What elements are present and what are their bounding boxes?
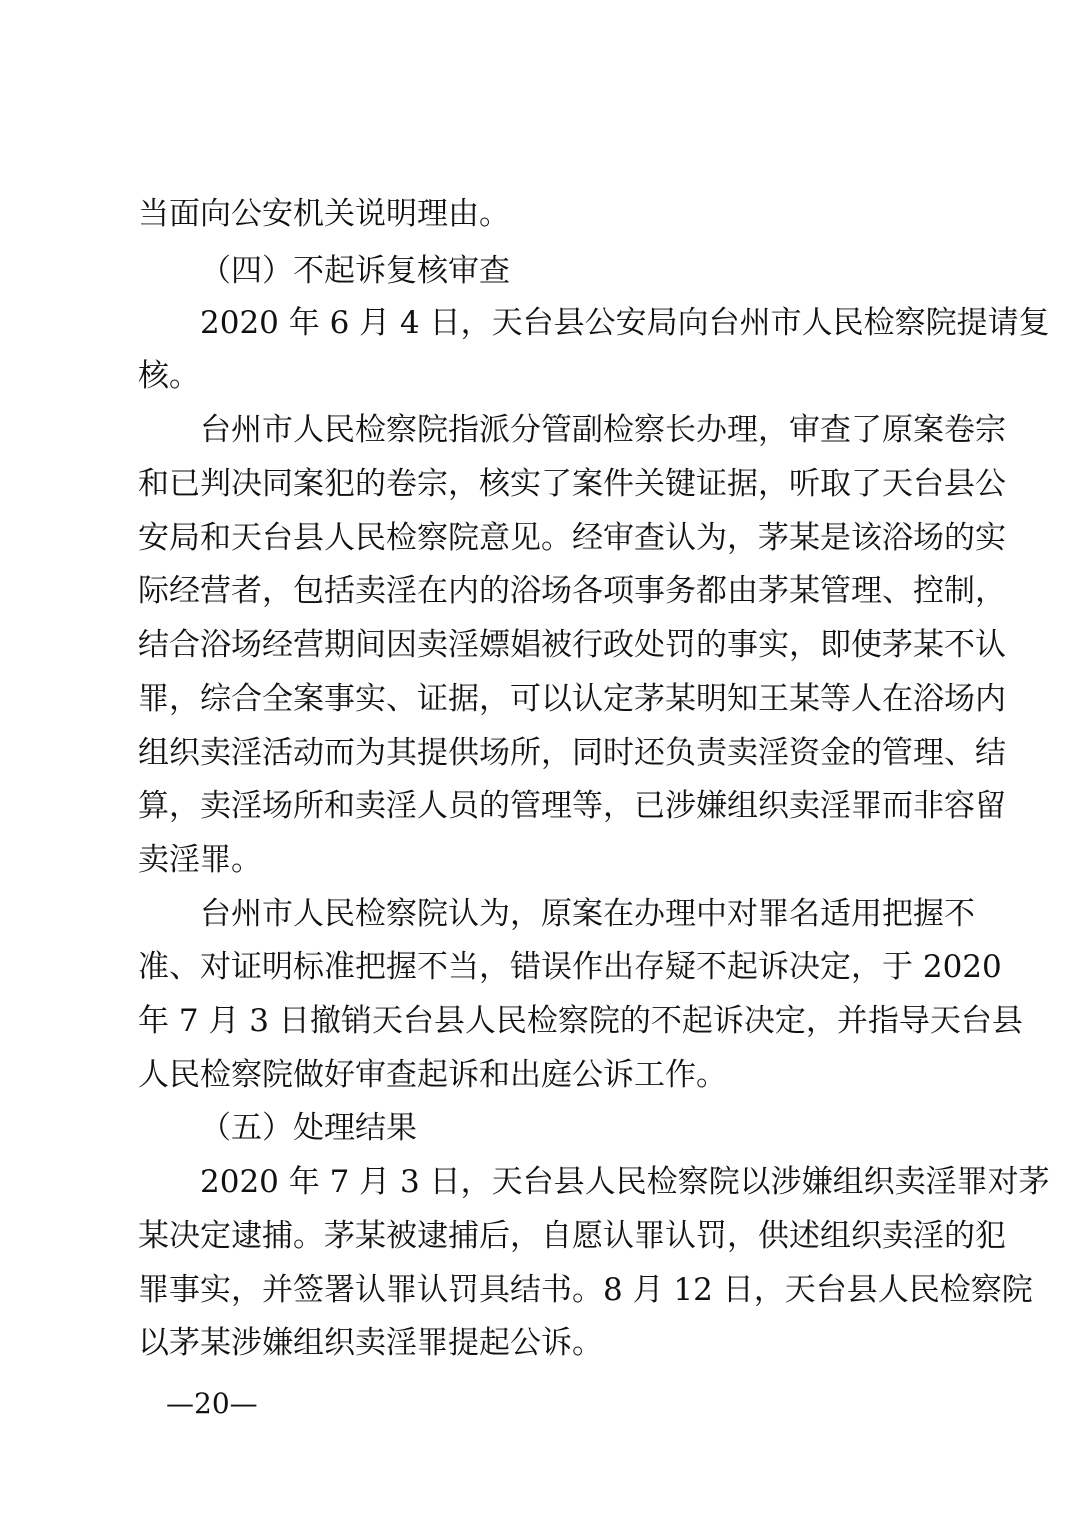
paragraph-line: 人民检察院做好审查起诉和出庭公诉工作。 (138, 1057, 727, 1093)
paragraph-line: 罪，综合全案事实、证据，可以认定茅某明知王某等人在浴场内 (138, 681, 1006, 717)
paragraph-line: 核。 (138, 358, 200, 394)
paragraph-line: 算，卖淫场所和卖淫人员的管理等，已涉嫌组织卖淫罪而非容留 (138, 788, 1006, 824)
paragraph-line: 台州市人民检察院指派分管副检察长办理，审查了原案卷宗 (200, 412, 1006, 448)
paragraph-line: 安局和天台县人民检察院意见。经审查认为，茅某是该浴场的实 (138, 520, 1006, 556)
paragraph-line: 和已判决同案犯的卷宗，核实了案件关键证据，听取了天台县公 (138, 466, 1006, 502)
paragraph-line: 当面向公安机关说明理由。 (138, 196, 510, 232)
paragraph-line: 准、对证明标准把握不当，错误作出存疑不起诉决定，于 2020 (138, 949, 1002, 985)
paragraph-line: 罪事实，并签署认罪认罚具结书。8 月 12 日，天台县人民检察院 (138, 1272, 1033, 1308)
paragraph-line: 台州市人民检察院认为，原案在办理中对罪名适用把握不 (200, 896, 975, 932)
paragraph-line: 结合浴场经营期间因卖淫嫖娼被行政处罚的事实，即使茅某不认 (138, 627, 1006, 663)
paragraph-line: 2020 年 7 月 3 日，天台县人民检察院以涉嫌组织卖淫罪对茅 (200, 1164, 1050, 1200)
page-number: —20— (166, 1387, 258, 1420)
paragraph-line: 2020 年 6 月 4 日，天台县公安局向台州市人民检察院提请复 (200, 305, 1050, 341)
paragraph-line: 年 7 月 3 日撤销天台县人民检察院的不起诉决定，并指导天台县 (138, 1003, 1023, 1039)
paragraph-line: 以茅某涉嫌组织卖淫罪提起公诉。 (138, 1325, 603, 1361)
section-heading-4: （四）不起诉复核审查 (200, 253, 510, 289)
section-heading-5: （五）处理结果 (200, 1110, 417, 1146)
paragraph-line: 某决定逮捕。茅某被逮捕后，自愿认罪认罚，供述组织卖淫的犯 (138, 1218, 1006, 1254)
paragraph-line: 际经营者，包括卖淫在内的浴场各项事务都由茅某管理、控制， (138, 573, 1006, 609)
paragraph-line: 卖淫罪。 (138, 842, 262, 878)
paragraph-line: 组织卖淫活动而为其提供场所，同时还负责卖淫资金的管理、结 (138, 735, 1006, 771)
